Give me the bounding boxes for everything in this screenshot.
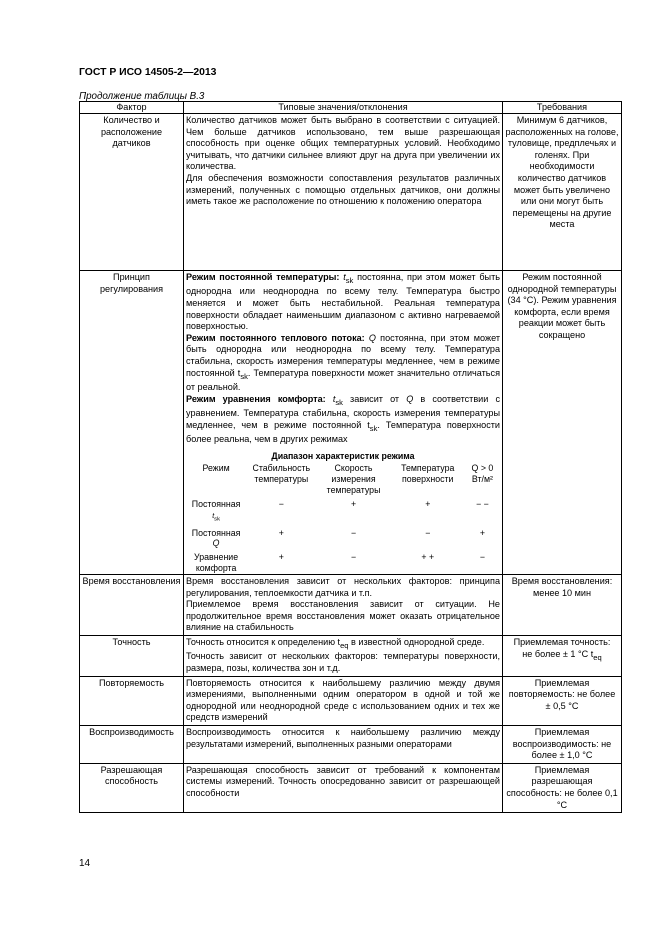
mode-characteristics [186,451,500,574]
factor-cell: Разрешающая способность [80,763,184,812]
requirements-cell: Приемлемая воспроизводимость: не более ± 1,0 °С [503,726,622,764]
paragraph: Разрешающая способность зависит от требований к компонентам системы измерений. Точность опосредованно зависит от разрешающей способности [186,764,500,799]
paragraph-text: постоянна, при этом может быть однородна или неоднородна по всему телу. Температура быстро меняется и может быть нестабильной. Реальная температура поверхности обладает наименьшим диапазоном с активно нагреваемой поверхностью. [186,272,500,332]
standard-designation: ГОСТ Р ИСО 14505-2—2013 [79,67,217,78]
mode-title: Режим постоянного теплового потока: [186,332,365,343]
factor-cell: Количество и расположение датчиков [80,114,184,271]
mode-label: Уравнение [194,551,239,562]
requirements-table [79,101,622,813]
paragraph: Время восстановления зависит от нескольких факторов: принципа регулирования, теплоемкости датчика и т.п. [186,576,500,598]
paragraph-text: Точность относится к определению t [186,637,341,648]
mode-value: + [278,527,284,538]
mode-sub-label: комфорта [195,562,237,573]
mode-label: Постоянная [191,527,241,538]
values-cell [184,575,503,636]
table-row [80,114,622,271]
paragraph-text: постоянна, при этом может быть однородна или неоднородна по всему телу. Температура стабильна, скорость измерения температуры медленнее, чем в режиме постоянной t [186,332,500,378]
paragraph: Точность зависит от нескольких факторов: температуры поверхности, размера, позы, количества зон и т.д. [186,651,500,674]
mode-value: − [350,551,357,562]
variable: Q [406,393,414,404]
paragraph-text: . Температура поверхности более реальна, чем в других режимах [186,419,500,444]
table-row [80,271,622,575]
mode-header: Режим [202,463,230,474]
requirements-cell: Режим постоянной однородной температуры (34 °С). Режим уравнения комфорта, если время реакции может быть сокращено [503,271,622,575]
mode-header: Стабильность температуры [252,463,311,485]
factor-cell: Принцип регулирования [80,271,184,575]
mode-header: Q > 0 Вт/м² [471,463,494,485]
subscript: sk [240,371,248,381]
mode-value: − − [476,499,489,510]
mode-value: + [425,499,431,510]
variable: t [343,272,346,282]
table-row [80,676,622,725]
requirements-cell: Приемлемая повторяемость: не более ± 0,5 °С [503,676,622,725]
paragraph [186,333,500,394]
mode-sub-label [212,512,220,523]
table-row [80,763,622,812]
mode-characteristics-title: Диапазон характеристик режима [271,450,415,461]
mode-name [186,496,246,525]
values-cell [184,726,503,764]
factor-cell: Воспроизводимость [80,726,184,764]
mode-value: + [350,499,357,510]
factor-cell: Точность [80,636,184,677]
values-cell [184,114,503,271]
variable: t [212,512,215,520]
paragraph: Приемлемое время восстановления зависит от ситуации. Не продолжительное время восстановления может оказать отрицательное влияние на стабильность [186,599,500,633]
paragraph: Количество датчиков может быть выбрано в соответствии с ситуацией. Чем больше датчиков использовано, тем выше разрешающая способность при оценке общих температурных условий. Необходимо учитывать, что датчики сильнее влияют друг на друга при увеличении их количества. [186,115,500,172]
paragraph-text: в известной однородной среде. [348,637,485,648]
mode-name [186,549,246,573]
table-row [80,575,622,636]
requirement-text: не более ± 1 °С t [522,648,594,659]
mode-row [186,496,500,525]
table-row [80,636,622,677]
requirements-cell [503,636,622,677]
mode-row [186,525,500,549]
mode-value: − [425,527,431,538]
paragraph [186,272,500,333]
table-continuation-caption: Продолжение таблицы В.3 [79,91,205,102]
mode-header: Скорость измерения температуры [326,463,381,496]
paragraph: Повторяемость относится к наибольшему различию между двумя измерениями, выполненными одним оператором в одной и той же однородной или неоднородной среде с использованием одних и тех же средств измерений [186,677,500,723]
mode-characteristics-table [186,463,500,573]
variable: Q [212,538,220,549]
subscript: sk [335,397,343,407]
mode-value: + [479,527,485,538]
requirements-cell: Приемлемая разрешающая способность: не более 0,1 °С [503,763,622,812]
mode-name [186,525,246,549]
variable: t [332,393,336,404]
values-cell [184,636,503,677]
paragraph: Для обеспечения возможности сопоставления результатов различных измерений, полученных с помощью отдельных датчиков, они должны иметь такое же расположение по отношению к положению оператора [186,172,500,207]
mode-title: Режим уравнения комфорта: [186,393,326,404]
subscript: eq [340,640,349,650]
mode-value: + [278,551,284,562]
requirements-cell: Время восстановления: менее 10 мин [503,575,622,636]
table-row [80,726,622,764]
mode-value: − [350,527,357,538]
paragraph-text: зависит от [342,393,407,404]
mode-value: + + [421,551,435,562]
paragraph-text: в соответствии с уравнением. Температура стабильна, скорость измерения температуры медленнее, чем в режиме постоянной t [186,393,500,430]
paragraph [186,637,500,651]
mode-title: Режим постоянной температуры: [186,272,340,282]
subscript: sk [345,275,354,285]
paragraph-text: . Температура поверхности может значительно отличаться от реальной. [186,367,501,392]
values-cell [184,271,503,575]
page-number: 14 [79,858,91,869]
requirement-text: Приемлемая точность: [513,637,611,648]
column-header-requirements: Требования [503,102,622,114]
subscript: sk [369,423,378,433]
mode-row [186,549,500,573]
table-header-row [80,102,622,114]
mode-value: − [278,499,284,510]
mode-value: − [479,551,485,562]
mode-header-row [186,463,500,496]
subscript: sk [214,516,220,523]
requirements-cell: Минимум 6 датчиков, расположенных на голове, туловище, предплечьях и голенях. При необходимости количество датчиков может быть увеличено или они могут быть перемещены на другие места [503,114,622,271]
mode-header: Температура поверхности [401,463,455,485]
values-cell [184,676,503,725]
subscript: eq [593,652,602,662]
values-cell [184,763,503,812]
variable: Q [368,332,376,343]
column-header-factor: Фактор [80,102,184,114]
paragraph: Воспроизводимость относится к наибольшему различию между результатами измерений, выполненных разными операторами [186,727,500,749]
column-header-values: Типовые значения/отклонения [184,102,503,114]
factor-cell: Повторяемость [80,676,184,725]
paragraph [186,394,500,446]
factor-cell: Время восстановления [80,575,184,636]
mode-label: Постоянная [191,499,241,510]
